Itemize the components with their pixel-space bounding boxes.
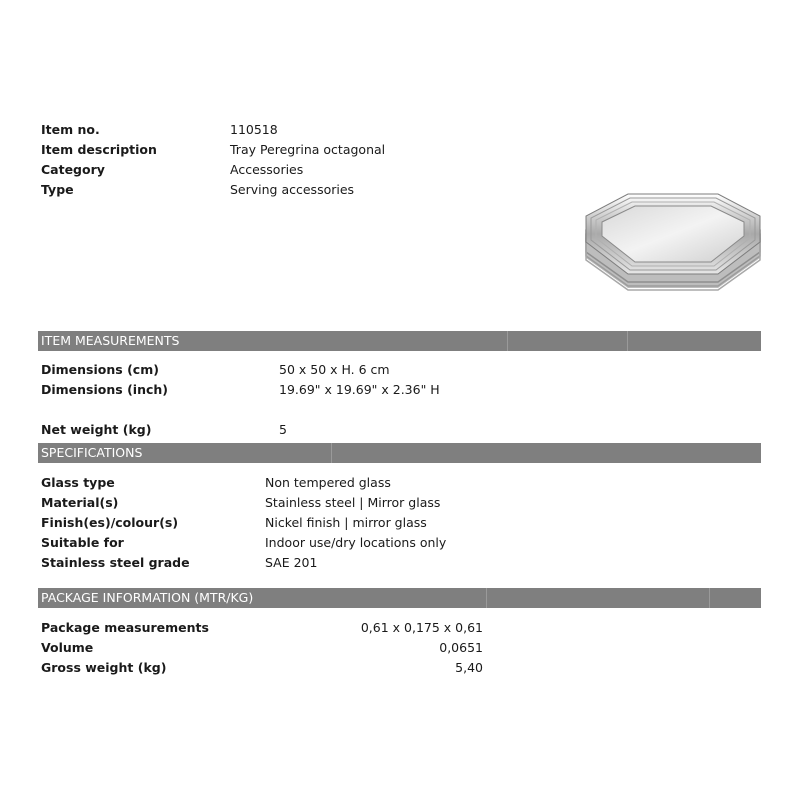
glass-type-label: Glass type — [41, 475, 115, 490]
item-measurements-title: ITEM MEASUREMENTS — [41, 333, 180, 348]
header-divider — [627, 331, 628, 351]
materials-value: Stainless steel | Mirror glass — [265, 495, 441, 510]
category-value: Accessories — [230, 162, 304, 177]
finish-colour-label: Finish(es)/colour(s) — [41, 515, 179, 530]
net-weight-value: 5 — [279, 422, 287, 437]
header-divider — [709, 588, 710, 608]
item-description-value: Tray Peregrina octagonal — [230, 142, 386, 157]
header-divider — [507, 331, 508, 351]
net-weight-label: Net weight (kg) — [41, 422, 152, 437]
finish-colour-value: Nickel finish | mirror glass — [265, 515, 427, 530]
header-divider — [331, 443, 332, 463]
gross-weight-label: Gross weight (kg) — [41, 660, 167, 675]
package-information-header — [38, 588, 761, 608]
product-image-tray — [578, 188, 768, 303]
dimensions-cm-value: 50 x 50 x H. 6 cm — [279, 362, 390, 377]
suitable-for-label: Suitable for — [41, 535, 124, 550]
steel-grade-value: SAE 201 — [265, 555, 318, 570]
specifications-header — [38, 443, 761, 463]
package-measurements-label: Package measurements — [41, 620, 209, 635]
materials-label: Material(s) — [41, 495, 119, 510]
dimensions-inch-value: 19.69" x 19.69" x 2.36" H — [279, 382, 440, 397]
item-no-label: Item no. — [41, 122, 100, 137]
package-information-title: PACKAGE INFORMATION (MTR/KG) — [41, 590, 254, 605]
type-value: Serving accessories — [230, 182, 355, 197]
item-no-value: 110518 — [230, 122, 278, 137]
dimensions-inch-label: Dimensions (inch) — [41, 382, 168, 397]
dimensions-cm-label: Dimensions (cm) — [41, 362, 159, 377]
header-divider — [486, 588, 487, 608]
volume-label: Volume — [41, 640, 94, 655]
item-measurements-header — [38, 331, 761, 351]
glass-type-value: Non tempered glass — [265, 475, 391, 490]
specifications-title: SPECIFICATIONS — [41, 445, 143, 460]
category-label: Category — [41, 162, 105, 177]
package-measurements-value: 0,61 x 0,175 x 0,61 — [360, 620, 483, 635]
steel-grade-label: Stainless steel grade — [41, 555, 190, 570]
type-label: Type — [41, 182, 74, 197]
suitable-for-value: Indoor use/dry locations only — [265, 535, 447, 550]
volume-value: 0,0651 — [439, 640, 483, 655]
item-description-label: Item description — [41, 142, 157, 157]
gross-weight-value: 5,40 — [455, 660, 483, 675]
